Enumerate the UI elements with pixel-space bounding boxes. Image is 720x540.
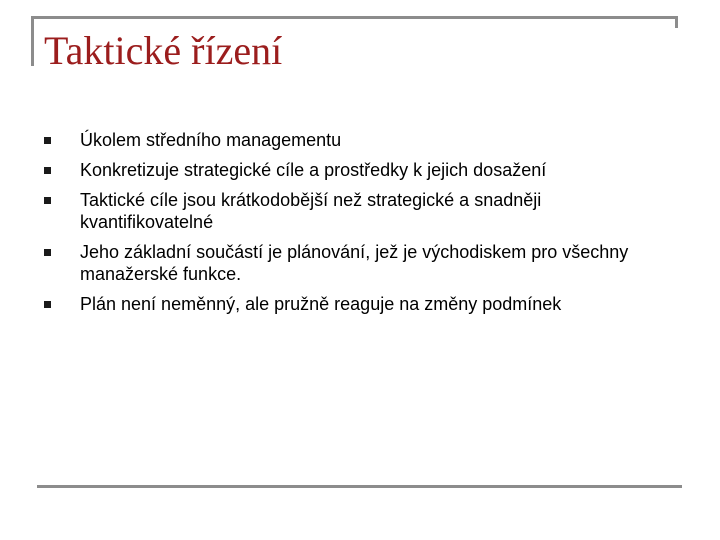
bullet-item — [44, 293, 664, 315]
square-bullet-icon — [44, 301, 51, 308]
square-bullet-icon — [44, 249, 51, 256]
slide-title: Taktické řízení — [44, 28, 283, 73]
square-bullet-icon — [44, 197, 51, 204]
bullet-text: Taktické cíle jsou krátkodobější než strategické a snadněji kvantifikovatelné — [80, 190, 542, 232]
bullet-text: Konkretizuje strategické cíle a prostředky k jejich dosažení — [80, 160, 547, 180]
square-bullet-icon — [44, 167, 51, 174]
frame-left-rule — [31, 16, 34, 66]
frame-right-rule — [675, 16, 678, 28]
square-bullet-icon — [44, 137, 51, 144]
bullet-text: Jeho základní součástí je plánování, jež je východiskem pro všechny manažerské funkce. — [80, 242, 629, 284]
bullet-item — [44, 159, 664, 181]
bullet-text: Plán není neměnný, ale pružně reaguje na změny podmínek — [80, 294, 562, 314]
bullet-list — [44, 129, 664, 323]
bullet-item — [44, 129, 664, 151]
frame-top-rule — [31, 16, 678, 19]
bottom-rule — [37, 485, 682, 488]
bullet-text: Úkolem středního managementu — [80, 130, 342, 150]
bullet-item — [44, 241, 664, 285]
bullet-item — [44, 189, 664, 233]
